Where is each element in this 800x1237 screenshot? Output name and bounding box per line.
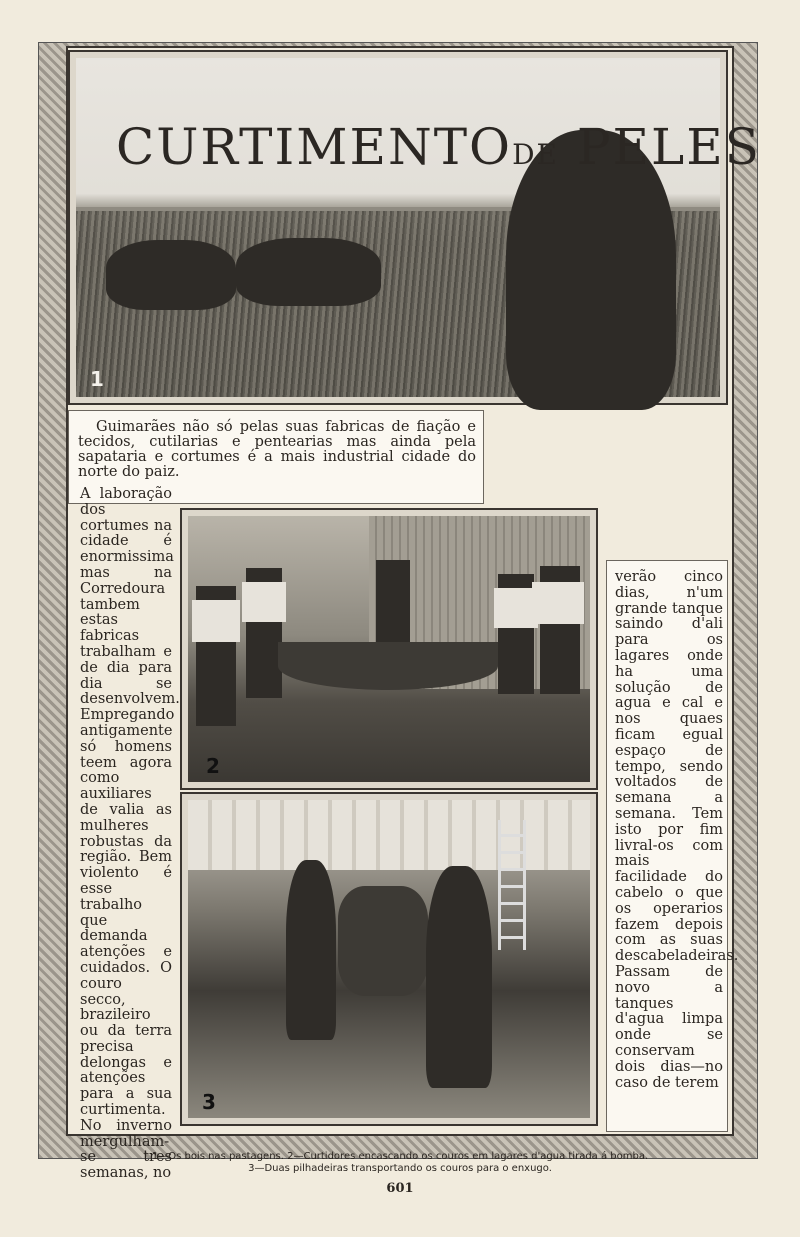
photo-caption <box>60 1151 740 1175</box>
photo-3-frame <box>180 792 598 1126</box>
photo-cattle-pasture <box>76 58 761 397</box>
right-column-text: verão cinco dias, n'um grande tanque saindo d'ali para os lagares onde ha uma solução de agua e cal e nos quaes ficam egual espaço de tempo, sendo voltados de semana a semana. Tem isto por fim livral-os com mais facilidade do cabelo o que os operarios fazem depois com as suas descabeladeiras. Passam de novo a tanques d'agua limpa onde se conservam dois dias—no caso de terem <box>615 569 739 1091</box>
page-number: 601 <box>386 1181 414 1196</box>
caption-line-1: 1—Os bois nas pastagens. 2—Curtidores encascando os couros em lagares d'agua tirada á bomba. <box>151 1151 649 1162</box>
photo-tanners-workshop <box>188 516 590 782</box>
shed-roof <box>188 800 590 870</box>
intro-paragraph: Guimarães não só pelas suas fabricas de fiação e tecidos, cutilarias e pentearias mas ainda pela sapataria e cortumes é a mais industrial cidade do norte do paiz. <box>78 419 476 480</box>
cow-grazing-right <box>236 238 381 306</box>
photo-1-number: 1 <box>90 367 104 391</box>
photo-women-carrying-leather <box>188 800 590 1118</box>
caption-line-2: 3—Duas pilhadeiras transportando os couros para o enxugo. <box>248 1163 552 1174</box>
title-part-3: PELES <box>576 118 761 176</box>
photo-3-number: 3 <box>202 1090 216 1114</box>
title-part-2: DE <box>512 138 559 171</box>
leather-hide <box>278 642 498 690</box>
worker-1-shirt <box>192 600 240 642</box>
leather-bundle <box>338 886 428 996</box>
worker-2-shirt <box>242 582 286 622</box>
woman-right <box>426 866 492 1088</box>
left-column-text: A laboração dos cortumes na cidade é enormissima mas na Corredoura tambem estas fabricas trabalham e de dia para dia se desenvolvem. Empregando antigamente só homens teem agora como auxiliares de valia as mulheres robustas da região. Bem violento é esse trabalho que demanda atenções e cuidados. O couro secco, brazileiro ou da terra precisa delongas e atenções para a sua curtimenta. No inverno mergulham-se tres semanas, no <box>80 486 180 1182</box>
worker-5-shirt <box>532 582 584 624</box>
woman-left <box>286 860 336 1040</box>
ladder <box>498 820 526 950</box>
photo-1-frame <box>68 50 761 405</box>
photo-2-number: 2 <box>206 754 220 778</box>
cow-grazing-left <box>106 240 236 310</box>
photo-2-frame <box>180 508 598 790</box>
title-part-1: CURTIMENTO <box>116 118 513 176</box>
article-title <box>116 118 761 176</box>
